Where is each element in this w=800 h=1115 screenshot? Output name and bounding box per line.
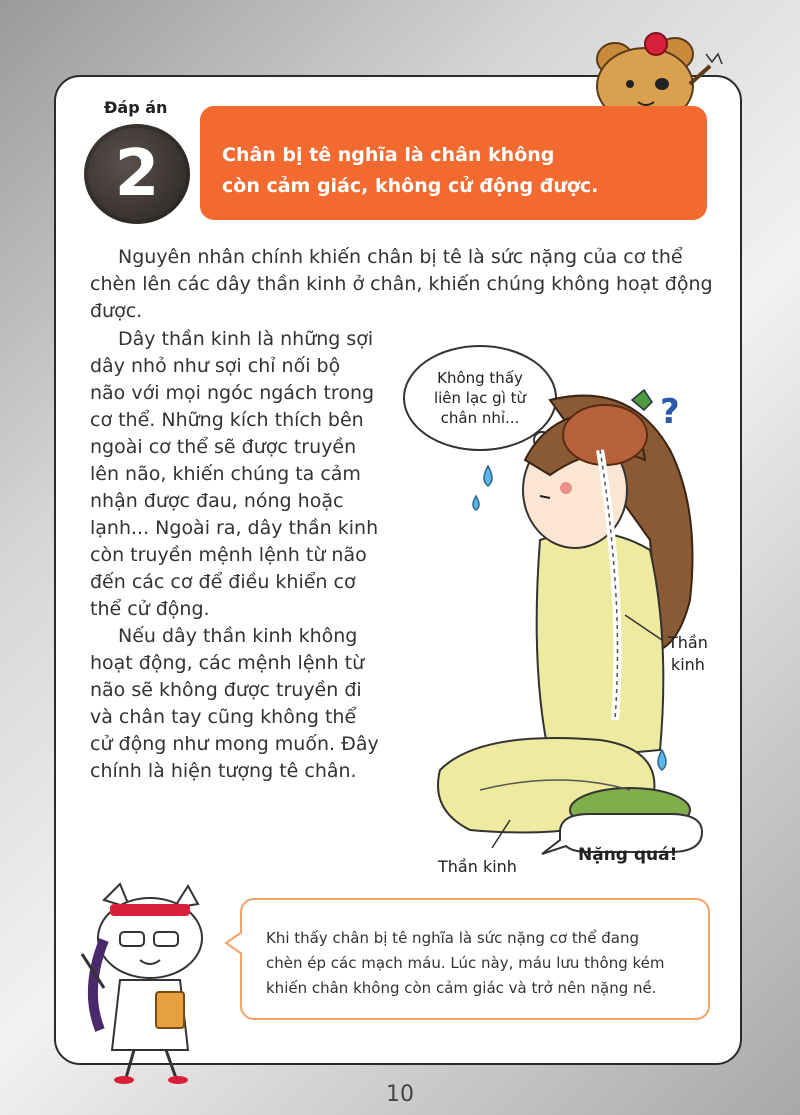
text-line: cơ thể. Những kích thích bên	[90, 409, 364, 431]
label-line: kinh	[670, 655, 705, 674]
text-line: não với mọi ngóc ngách trong	[90, 382, 375, 404]
text-line: lên não, khiến chúng ta cảm	[90, 463, 361, 485]
thought-bubble-text	[410, 368, 550, 428]
text-line: Nguyên nhân chính khiến chân bị tê là sức nặng của cơ thể	[118, 246, 683, 268]
note-box	[240, 898, 710, 1020]
speech-bubble-text: Nặng quá!	[578, 845, 678, 865]
text-line: hoạt động, các mệnh lệnh từ	[90, 652, 365, 674]
text-line: Dây thần kinh là những sợi	[118, 328, 374, 350]
text-line: lạnh... Ngoài ra, dây thần kinh	[90, 517, 379, 539]
page-number: 10	[386, 1082, 414, 1107]
answer-number-badge: 2	[84, 124, 190, 224]
thought-line: liên lạc gì từ	[433, 389, 527, 407]
answer-label: Đáp án	[104, 98, 168, 117]
text-line: não sẽ không được truyền đi	[90, 679, 362, 701]
text-line: đến các cơ để điều khiển cơ	[90, 571, 356, 593]
text-line: dây nhỏ như sợi chỉ nối bộ	[90, 355, 341, 377]
text-line: cử động như mong muốn. Đây	[90, 733, 379, 755]
nerve-label-leg: Thần kinh	[438, 857, 517, 876]
note-line: Khi thấy chân bị tê nghĩa là sức nặng cơ thể đang	[266, 929, 640, 947]
text-line: ngoài cơ thể sẽ được truyền	[90, 436, 357, 458]
nerve-label-back	[668, 632, 708, 676]
intro-paragraph	[90, 244, 722, 325]
text-line: được.	[90, 300, 143, 322]
thought-line: Không thấy	[437, 369, 523, 387]
thought-line: chân nhỉ...	[440, 409, 520, 427]
label-line: Thần	[668, 633, 708, 652]
answer-headline-box	[200, 106, 707, 220]
text-line: nhận được đau, nóng hoặc	[90, 490, 344, 512]
text-line: còn truyền mệnh lệnh từ não	[90, 544, 367, 566]
text-line: chèn lên các dây thần kinh ở chân, khiến chúng không hoạt động	[90, 273, 713, 295]
text-line: thể cử động.	[90, 598, 210, 620]
headline-line: còn cảm giác, không cử động được.	[222, 175, 599, 197]
question-mark: ?	[660, 392, 680, 432]
text-line: chính là hiện tượng tê chân.	[90, 760, 357, 782]
text-line: và chân tay cũng không thể	[90, 706, 357, 728]
text-line: Nếu dây thần kinh không	[118, 625, 358, 647]
cat-doctor-mascot-illustration	[64, 880, 234, 1085]
note-pointer	[224, 930, 244, 956]
body-paragraphs	[90, 326, 390, 785]
note-line: khiến chân không còn cảm giác và trở nên nặng nề.	[266, 979, 657, 997]
headline-line: Chân bị tê nghĩa là chân không	[222, 144, 555, 166]
note-line: chèn ép các mạch máu. Lúc này, máu lưu thông kém	[266, 954, 665, 972]
